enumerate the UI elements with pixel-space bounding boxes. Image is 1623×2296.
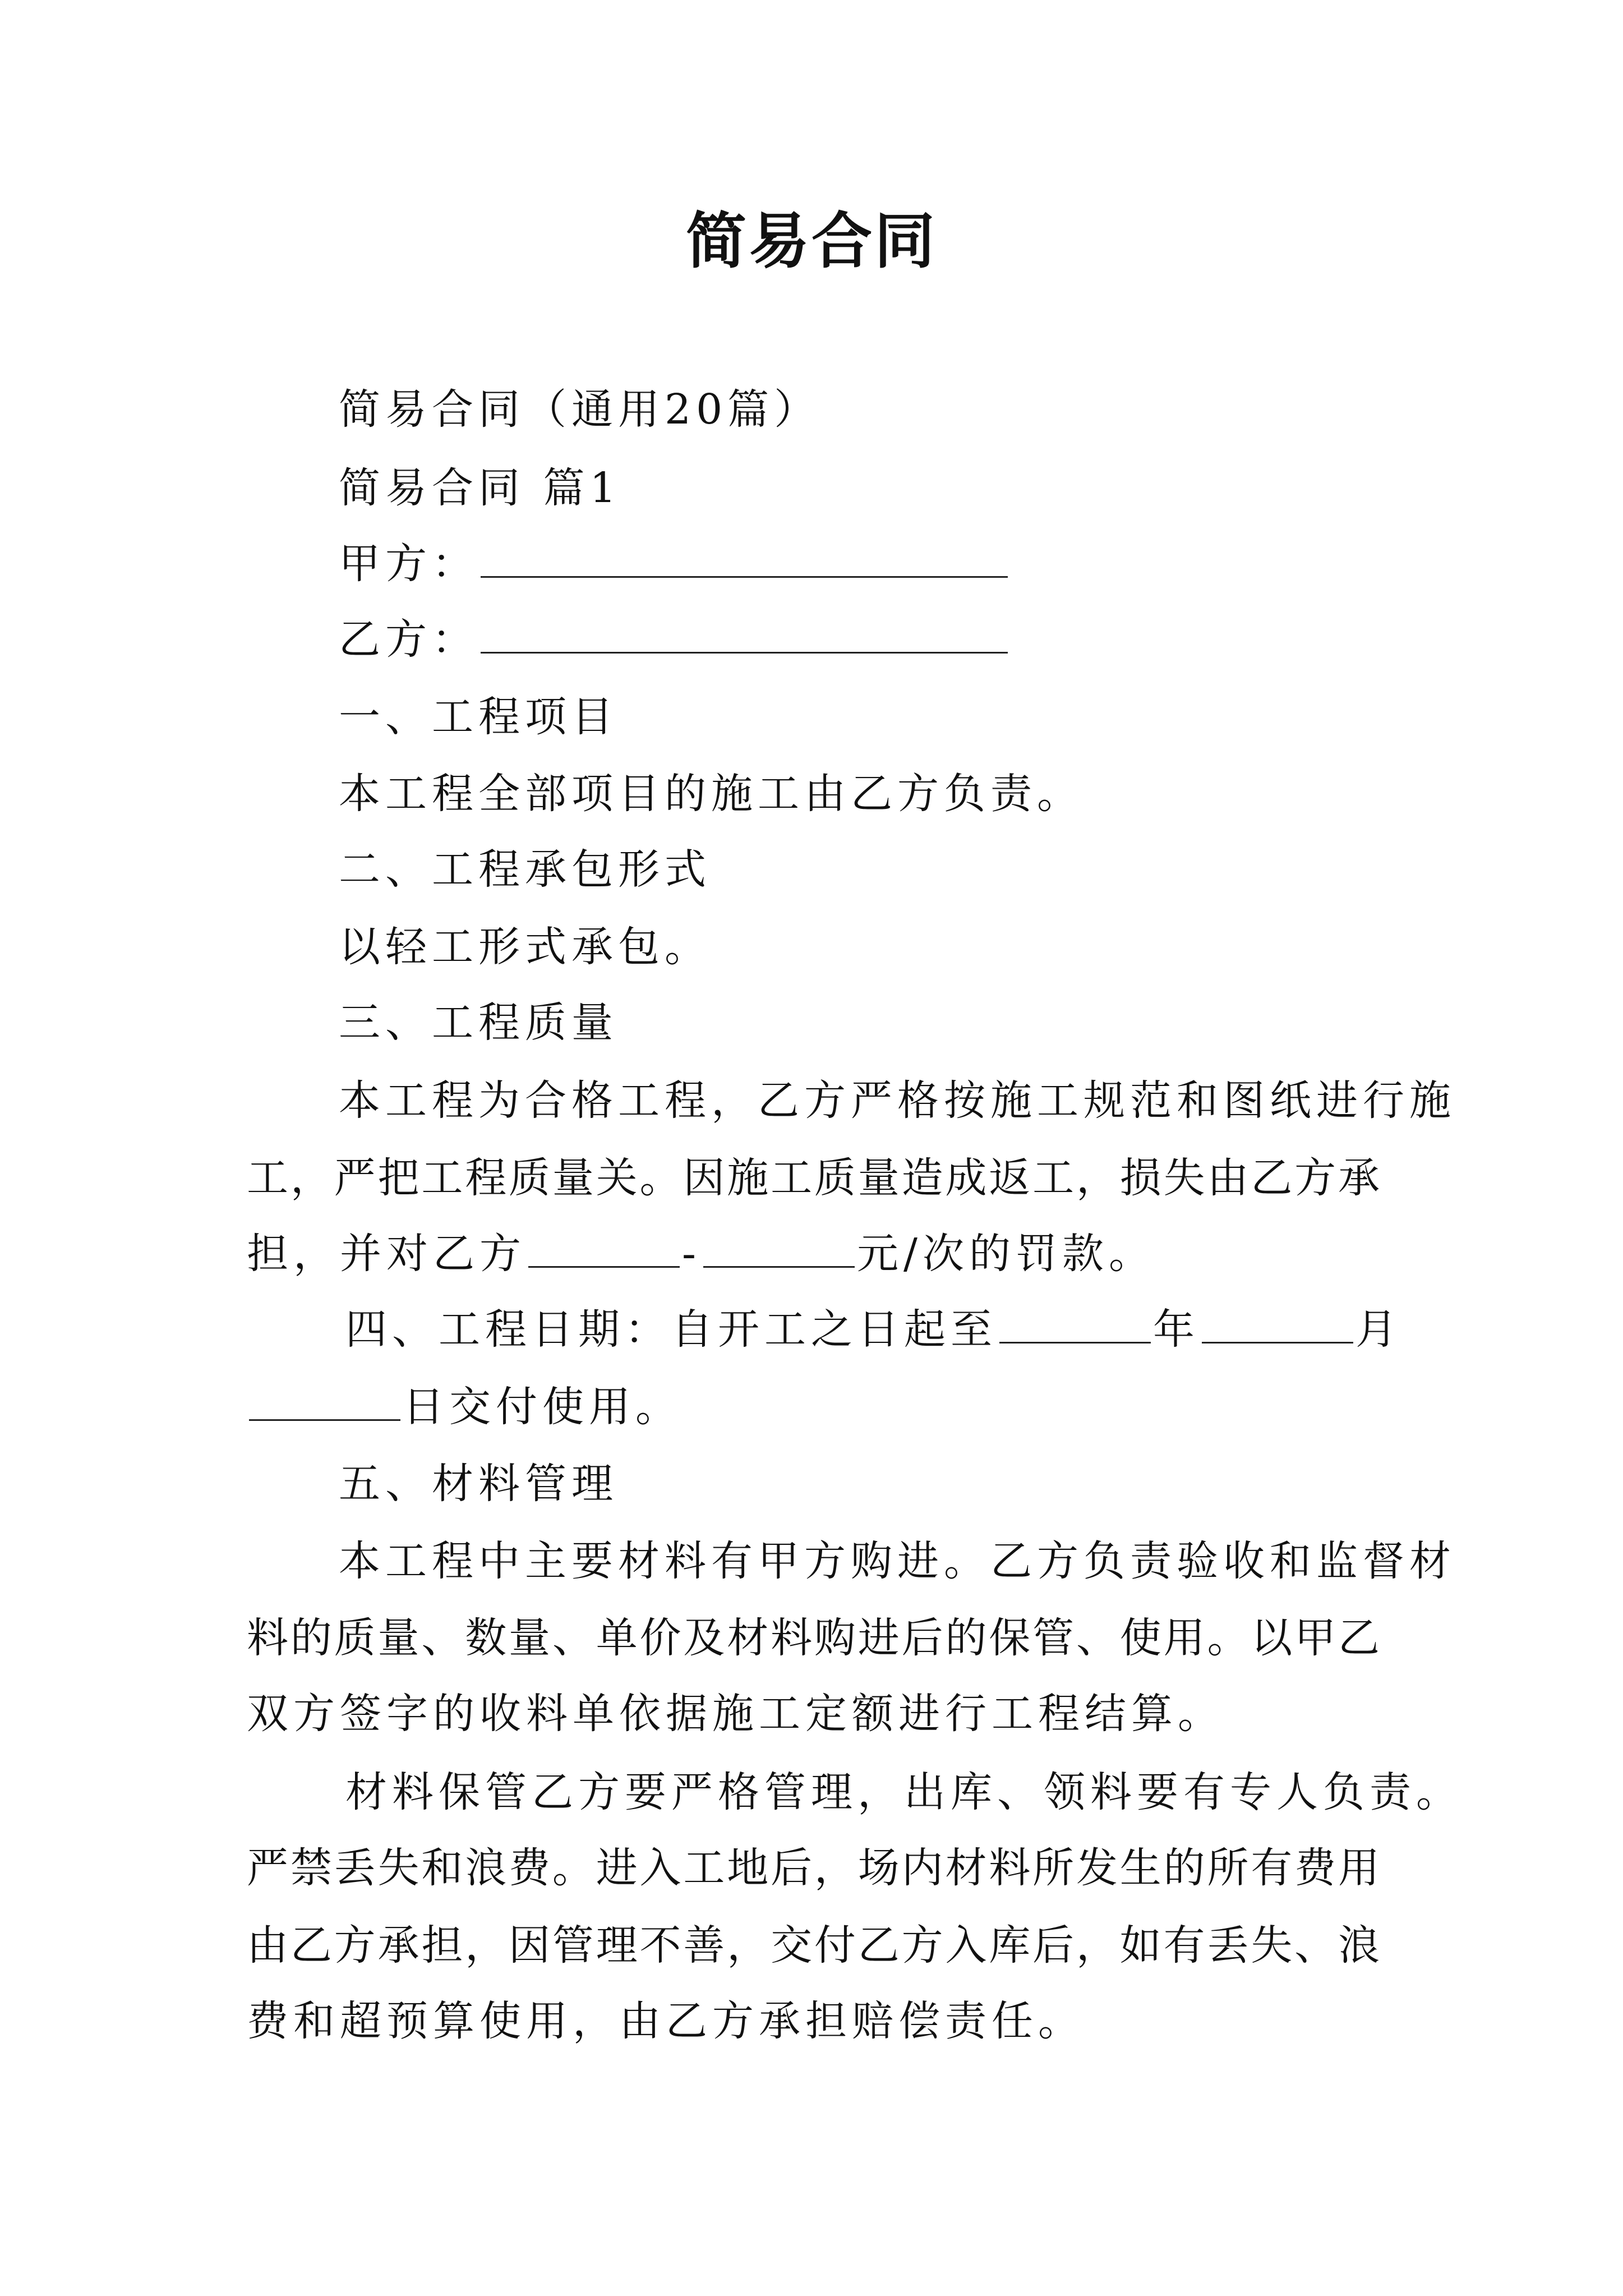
section-5-heading: 五、材料管理 [339, 1460, 618, 1508]
party-b-line [339, 611, 1010, 668]
party-b-blank [481, 613, 1008, 654]
section-5-p2-line-1: 材料保管乙方要严格管理，出库、领料要有专人负责。 [345, 1768, 1463, 1816]
day-blank [249, 1380, 400, 1421]
month-label: 月 [1355, 1305, 1402, 1354]
section-3-line-3-end: 元/次的罚款。 [857, 1230, 1155, 1278]
section-5-p2-line-2: 严禁丢失和浪费。进入工地后，场内材料所发生的所有费用 [247, 1844, 1380, 1892]
party-b-label: 乙方： [339, 615, 478, 664]
section-4-line-2-end: 日交付使用。 [403, 1383, 682, 1431]
section-5-p1-line-2: 料的质量、数量、单价及材料购进后的保管、使用。以甲乙 [247, 1614, 1380, 1662]
year-blank [999, 1303, 1151, 1343]
section-3-line-1: 本工程为合格工程，乙方严格按施工规范和图纸进行施 [339, 1076, 1456, 1125]
section-3-line-3-start: 担，并对乙方 [247, 1230, 526, 1278]
section-1-text: 本工程全部项目的施工由乙方负责。 [339, 770, 1083, 818]
penalty-min-blank [528, 1227, 680, 1268]
document-title: 简易合同 [685, 206, 937, 277]
section-4-label: 四、工程日期：自开工之日起至 [345, 1305, 997, 1354]
party-a-label: 甲方： [339, 540, 478, 588]
document-subtitle: 简易合同（通用20篇） [339, 385, 821, 434]
piece-heading: 简易合同 篇1 [339, 464, 621, 512]
penalty-max-blank [703, 1227, 855, 1268]
section-3-line-2: 工，严把工程质量关。因施工质量造成返工，损失由乙方承 [247, 1154, 1380, 1202]
section-1-heading: 一、工程项目 [339, 693, 618, 741]
section-5-p1-line-3: 双方签字的收料单依据施工定额进行工程结算。 [247, 1690, 1224, 1738]
party-a-blank [481, 537, 1008, 578]
section-5-p2-line-3: 由乙方承担，因管理不善，交付乙方入库后，如有丢失、浪 [247, 1921, 1380, 1970]
party-a-line [339, 536, 1010, 592]
penalty-dash: - [682, 1230, 702, 1278]
section-4-line-1 [345, 1301, 1402, 1358]
section-4-line-2 [247, 1379, 682, 1435]
section-2-text: 以轻工形式承包。 [339, 923, 711, 971]
section-5-p2-line-4: 费和超预算使用，由乙方承担赔偿责任。 [247, 1997, 1085, 2045]
section-5-p1-line-1: 本工程中主要材料有甲方购进。乙方负责验收和监督材 [339, 1537, 1456, 1585]
section-3-line-3 [247, 1226, 1155, 1282]
section-3-heading: 三、工程质量 [339, 999, 618, 1047]
section-2-heading: 二、工程承包形式 [339, 845, 711, 894]
month-blank [1202, 1303, 1353, 1343]
year-label: 年 [1153, 1305, 1200, 1354]
